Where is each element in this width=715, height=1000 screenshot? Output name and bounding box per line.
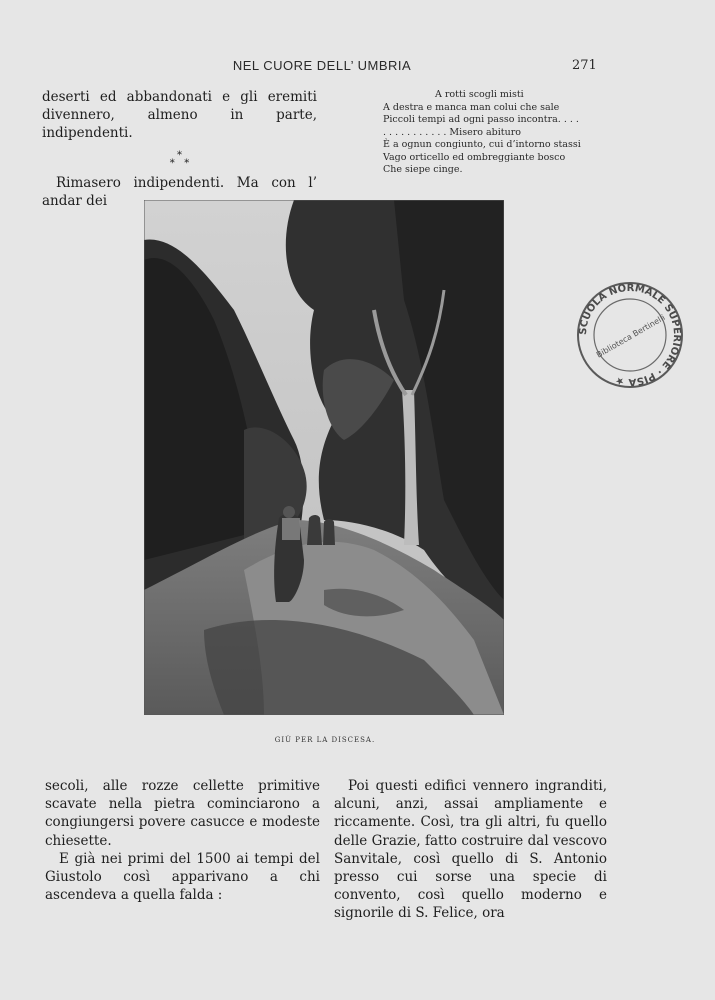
poem-line: A rotti scogli misti — [435, 89, 524, 100]
paragraph-edifici: Poi questi edifici vennero ingranditi, alcuni, anzi, assai ampliamente e riccamente. Così, tra gli altri, fu quello delle Grazie, fatto costruire dal vescovo Sanvitale, così quello di S. Antonio presso cui sorse una specie di convento, così quello moderno e signorile di S. Felice, ora — [334, 778, 607, 922]
paragraph-deserti: deserti ed abbandonati e gli eremiti divennero, almeno in parte, indipendenti. — [42, 89, 317, 141]
top-left-column — [42, 88, 317, 210]
poem-line: A destra e manca man colui che sale — [383, 101, 560, 113]
svg-text:SCUOLA NORMALE SUPERIORE · PIS: SCUOLA NORMALE SUPERIORE · PISA ★ — [577, 282, 683, 388]
bottom-left-column — [45, 777, 320, 904]
poem-line: È a ognun congiunto, cui d’intorno stassi — [383, 139, 581, 150]
stamp-seal-icon — [574, 279, 686, 389]
poem-line: Piccoli tempi ad ogni passo incontra. . . . — [383, 114, 579, 125]
page-number: 271 — [572, 58, 597, 73]
poem-line: Vago orticello ed ombreggiante bosco — [383, 151, 566, 163]
photograph-wooded-path — [144, 200, 504, 715]
paragraph-secoli: secoli, alle rozze cellette primitive scavate nella pietra cominciarono a congiungersi povere casucce e modeste chiesette. — [45, 778, 320, 849]
running-header: NEL CUORE DELL’ UMBRIA — [232, 58, 412, 73]
paragraph-rimasero: Rimasero indipendenti. Ma con l’ andar dei — [42, 175, 317, 209]
poem-quotation — [383, 89, 581, 177]
bottom-right-column — [334, 777, 607, 923]
photo-illustration — [144, 200, 504, 715]
svg-text:Biblioteca Bertinelli: Biblioteca Bertinelli — [594, 312, 667, 360]
figure-caption: GIÙ PER LA DISCESA. — [274, 736, 376, 744]
poem-line: . . . . . . . . . . . Misero abituro — [383, 126, 521, 138]
paragraph-giustolo: E già nei primi del 1500 ai tempi del Giustolo così apparivano a chi ascendeva a quella falda : — [45, 850, 320, 904]
poem-line: Che siepe cinge. — [383, 164, 463, 175]
library-stamp — [574, 279, 686, 389]
asterism: * * * — [169, 150, 190, 169]
